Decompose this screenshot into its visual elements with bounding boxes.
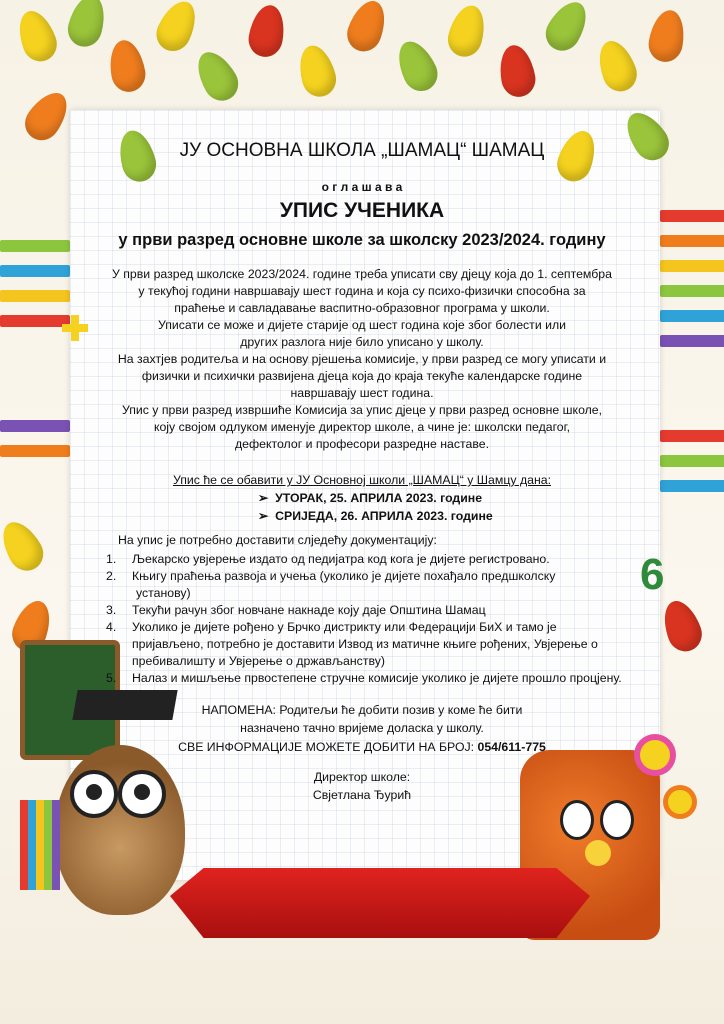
red-ribbon-decoration [170, 868, 590, 938]
intro-line: На захтјев родитеља и на основу рјешења комисије, у први разред се могу уписати и [117, 352, 607, 366]
note-line-1: НАПОМЕНА: Родитељи ће добити позив у коме ће бити [201, 703, 523, 717]
arrow-bullet-icon: ➢ [258, 491, 276, 505]
note-line-2: назначено тачно вријеме доласка у школу. [240, 721, 484, 735]
intro-paragraph [60, 266, 664, 453]
number-decoration: 6 [640, 550, 665, 599]
intro-line: коју својом одлуком именује директор школе, а чине је: школски педагог, [153, 420, 571, 434]
documents-list [106, 551, 622, 687]
intro-line: у текућој години навршавају шест година и која су психо-физички способна за [138, 284, 586, 298]
list-item: 5. Налаз и мишљење првостепене стручне комисије уколико је дијете прошло процјену. [106, 671, 622, 685]
announces-label: о г л а ш а в а [321, 180, 403, 194]
schedule-day: ➢ УТОРАК, 25. АПРИЛА 2023. године [258, 491, 483, 505]
page-subtitle: у први разред основне школе за школску 2023/2024. годину [118, 231, 606, 249]
intro-line: Упис у први разред извршиће Комисија за упис дјеце у први разред основне школе, [121, 403, 603, 417]
schedule-heading: Упис ће се обавити у ЈУ Основној школи „ШАМАЦ“ у Шамцу дана: [172, 473, 552, 487]
intro-line: навршавају шест година. [290, 386, 434, 400]
list-item: 3. Текући рачун због новчане накнаде коју даје Општина Шамац [106, 603, 486, 617]
schedule-days [258, 489, 493, 525]
info-phone-line: СВЕ ИНФОРМАЦИЈЕ МОЖЕТЕ ДОБИТИ НА БРОЈ: 054/611-775 [178, 740, 546, 754]
arrow-bullet-icon: ➢ [258, 509, 276, 523]
phone-number: 054/611-775 [477, 740, 546, 754]
page-title: УПИС УЧЕНИКА [279, 199, 445, 222]
intro-line: У први разред школске 2023/2024. године треба уписати сву дјецу која до 1. септембра [112, 267, 612, 281]
intro-line: физички и психички развијена дјеца која до краја текуће календарске године [141, 369, 583, 383]
intro-line: дефектолог и професори разредне наставе. [234, 437, 489, 451]
intro-line: праћење и савладавање васпитно-образовног програма у школи. [174, 301, 550, 315]
schedule-day: ➢ СРИЈЕДА, 26. АПРИЛА 2023. године [258, 509, 493, 523]
list-item: 4. Уколико је дијете рођено у Брчко дистрикту или Федерацији БиХ и тамо је пријављено, потребно је доставити Извод из матичне књиге рођених, Увјерење о пребивалишту и Увјерење о држављанству) [106, 620, 598, 668]
documents-heading: На упис је потребно доставити слједећу документацију: [118, 533, 437, 547]
list-item: 2. Књигу праћења развоја и учења (уколико је дијете похађало предшколску установу) [106, 569, 556, 600]
school-name: ЈУ ОСНОВНА ШКОЛА „ШАМАЦ“ ШАМАЦ [179, 140, 545, 161]
director-role: Директор школе: [313, 770, 411, 784]
director-name: Свјетлана Ђурић [312, 788, 412, 802]
intro-line: других разлога није било уписано у школу. [240, 335, 484, 349]
intro-line: Уписати се може и дијете старије од шест година које због болести или [157, 318, 567, 332]
list-item: 1. Љекарско увјерење издато од педијатра код кога је дијете регистровано. [106, 552, 550, 566]
